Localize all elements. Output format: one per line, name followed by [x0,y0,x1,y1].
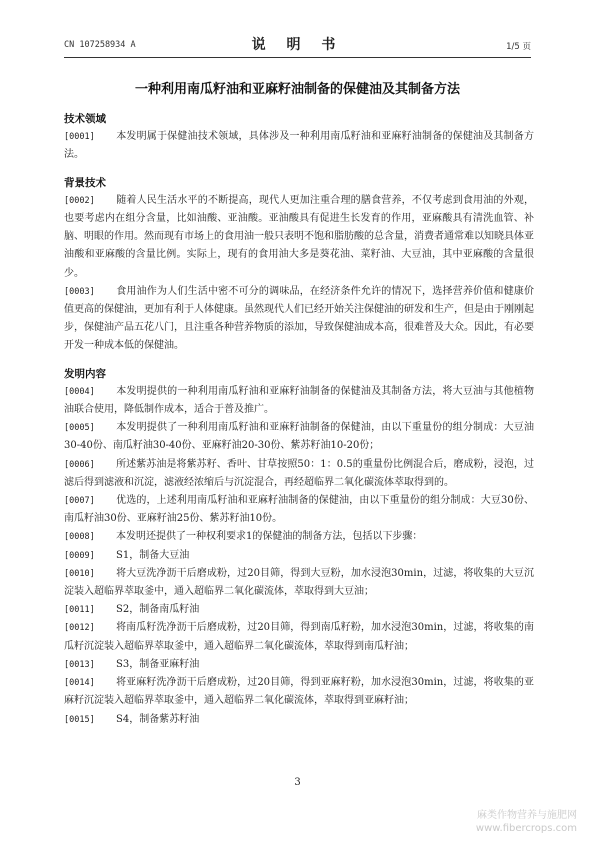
paragraph [64,674,534,710]
watermark-line-1: 麻类作物营养与施肥网 [477,810,577,821]
paragraph-text: 本发明提供了一种利用南瓜籽油和亚麻籽油制备的保健油，由以下重量份的组分制成：大豆油30-40份、南瓜籽油30-40份、亚麻籽油20-30份、紫苏籽油10-20份； [64,422,534,452]
paragraph [64,547,534,565]
page-number: 3 [294,777,301,788]
section-heading: 背景技术 [64,176,106,189]
paragraph [64,492,534,528]
paragraph-number: [0011] [64,605,95,616]
paragraph-number: [0005] [64,423,95,434]
paragraph-number: [0010] [64,568,95,579]
paragraph-number: [0009] [64,550,95,561]
section-heading: 发明内容 [64,367,106,380]
paragraph [64,283,534,356]
paragraph [64,565,534,601]
paragraph [64,419,534,455]
paragraph [64,128,534,164]
paragraph-number: [0001] [64,132,95,143]
paragraph-number: [0012] [64,623,95,634]
paragraph-text: 本发明属于保健油技术领域，具体涉及一种利用南瓜籽油和亚麻籽油制备的保健油及其制备方法。 [64,131,534,161]
paragraph-text: 本发明还提供了一种权利要求1的保健油的制备方法，包括以下步骤： [116,531,423,543]
paragraph-number: [0002] [64,195,95,206]
paragraph-text: 将亚麻籽洗净沥干后磨成粉，过20目筛，得到亚麻籽粉，加水浸泡30min，过滤，将收集的亚麻籽沉淀装入超临界萃取釜中，通入超临界二氧化碳流体，萃取得到亚麻籽油； [64,677,534,707]
paragraph-number: [0014] [64,678,95,689]
document-title: 一种利用南瓜籽油和亚麻籽油制备的保健油及其制备方法 [134,82,460,97]
header-rule [64,57,531,58]
paragraph [64,711,534,729]
paragraph-number: [0003] [64,286,95,297]
paragraph-text: S2，制备南瓜籽油 [116,604,200,616]
patent-number: CN 107258934 A [64,40,136,50]
watermark [476,809,577,835]
paragraph-number: [0008] [64,532,95,543]
paragraph [64,601,534,619]
paragraph-text: S3，制备亚麻籽油 [116,658,200,670]
paragraph-text: 将南瓜籽洗净沥干后磨成粉，过20目筛，得到南瓜籽粉，加水浸泡30min，过滤，将收集的南瓜籽沉淀装入超临界萃取釜中，通入超临界二氧化碳流体，萃取得到南瓜籽油； [64,622,534,652]
paragraph [64,656,534,674]
paragraph-text: 食用油作为人们生活中密不可分的调味品，在经济条件允许的情况下，选择营养价值和健康价值更高的保健油，更加有利于人体健康。虽然现代人们已经开始关注保健油的研发和生产，但是由于刚刚起步，保健油产品五花八门，且注重各种营养物质的添加，导致保健油成本高，很难普及大众。因此，有必要开发一种成本低的保健油。 [64,285,534,352]
paragraph-text: 将大豆洗净沥干后磨成粉，过20目筛，得到大豆粉，加水浸泡30min，过滤，将收集的大豆沉淀装入超临界萃取釜中，通入超临界二氧化碳流体，萃取得到大豆油； [64,567,534,598]
paragraph-text: 所述紫苏油是将紫苏籽、香叶、甘草按照50：1：0.5的重量份比例混合后，磨成粉，浸泡，过滤后得到滤液和沉淀，滤液经浓缩后与沉淀混合，再经超临界二氧化碳流体萃取得到的。 [64,458,534,488]
paragraph-number: [0007] [64,496,95,507]
watermark-line-2: www.fibercrops.com [475,823,577,834]
paragraph [64,456,534,492]
paragraph-text: 优选的，上述利用南瓜籽油和亚麻籽油制备的保健油，由以下重量份的组分制成：大豆30份、南瓜籽油30份、亚麻籽油25份、紫苏籽油10份。 [64,495,534,525]
paragraph [64,528,534,546]
paragraph-number: [0015] [64,714,95,725]
document-type: 说 明 书 [251,37,344,53]
paragraph-text: S1，制备大豆油 [116,549,190,561]
section-heading: 技术领域 [64,113,106,125]
paragraph-number: [0013] [64,659,95,670]
page-indicator: 1/5 页 [506,42,531,52]
paragraph [64,619,534,655]
document-body [64,110,534,729]
page-header [64,34,531,56]
paragraph-number: [0004] [64,386,95,397]
paragraph-text: 随着人民生活水平的不断提高，现代人更加注重合理的膳食营养，不仅考虑到食用油的外观，也要考虑内在组分含量，比如油酸、亚油酸。亚油酸具有促进生长发育的作用，亚麻酸具有清洗血管、补脑、明眼的作用。然而现有市场上的食用油一般只表明不饱和脂肪酸的总含量，消费者通常难以知晓具体亚油酸和亚麻酸的含量比例。实际上，现有的食用油大多是葵花油、菜籽油、大豆油，其中亚麻酸的含量很少。 [64,194,534,279]
paragraph [64,192,534,283]
paragraph-number: [0006] [64,459,95,470]
paragraph-text: 本发明提供的一种利用南瓜籽油和亚麻籽油制备的保健油及其制备方法，将大豆油与其他植物油联合使用，降低制作成本，适合于普及推广。 [64,385,534,416]
paragraph-text: S4，制备紫苏籽油 [116,713,200,725]
paragraph [64,383,534,419]
